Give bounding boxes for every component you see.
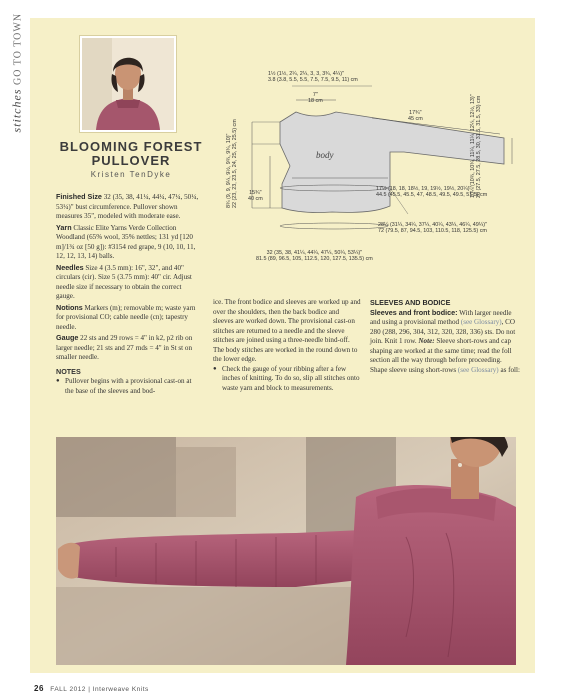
notes-column-continued xyxy=(213,298,361,393)
glossary-link-1[interactable]: (see Glossary) xyxy=(460,318,502,326)
glossary-link-2[interactable]: (see Glossary) xyxy=(457,365,499,374)
needles-text: Size 4 (3.5 mm): 16", 32", and 40" circulars (cir). Size 5 (3.75 mm): 40" cir. Adjust needle size if necessary to obtain the correct gauge. xyxy=(56,263,192,300)
garment-schematic xyxy=(212,56,532,286)
dim-sleeve-length: 17¾" 45 cm xyxy=(408,110,423,122)
sleeves-column xyxy=(370,298,520,375)
yarn-text: Classic Elite Yarns Verde Collection Woodland (65% wool, 35% nettles; 131 yd [120 m]/1¾ oz [50 g]): #3154 red grape, 9 (10, 10, 11, 12, 12, 13, 14) balls. xyxy=(56,223,196,260)
finished-size-label: Finished Size xyxy=(56,192,102,201)
gauge-text: 22 sts and 29 rows = 4" in k2, p2 rib on larger needle; 21 sts and 27 rnds = 4" in St st on smaller needle. xyxy=(56,334,193,361)
sleeves-subheading: Sleeves and front bodice: xyxy=(370,307,458,317)
sleeves-text-d: as foll: xyxy=(500,365,520,374)
notes-bullet-1-continued: ice. The front bodice and sleeves are worked up and over the shoulders, then the back bodice and sleeves are worked down. The provisional cast-on stitches are returned to a needle and the sleeve stitches are joined using a three-needle bind-off. The body stitches are worked in the round down to the lower edge. xyxy=(213,298,361,363)
sleeves-heading: SLEEVES AND BODICE xyxy=(370,298,451,307)
issue-label: FALL 2012 xyxy=(50,686,86,693)
designer-name: Kristen TenDyke xyxy=(90,170,172,179)
dim-chest: 17½ (18, 18, 18½, 19, 19½, 19½, 20¼)" 44.5 (45.5, 45.5, 47, 48.5, 49.5, 49.5, 51.5) cm xyxy=(376,186,488,198)
model-main-photo xyxy=(56,437,516,665)
dim-hem: 32 (35, 38, 41¼, 44¼, 47¼, 50¼, 53¼)" 81.5 (89, 96.5, 105, 112.5, 120, 127.5, 135.5) cm xyxy=(256,250,373,262)
section-sidebar xyxy=(4,12,30,140)
dim-top: 1½ (1½, 2¼, 2¼, 3, 3, 3¾, 4¼)" 3.8 (3.8, 5.5, 5.5, 7.5, 7.5, 9.5, 11) cm xyxy=(268,71,358,83)
notes-bullet-2: ● Check the gauge of your ribbing after a few inches of knitting. To do so, slip all stitches onto waste yarn and block to measurements. xyxy=(213,365,361,394)
page-footer: 26 FALL 2012 | Interweave Knits xyxy=(34,684,149,693)
page-number: 26 xyxy=(34,684,44,693)
dim-body-length: 15¾" 40 cm xyxy=(248,190,263,202)
notes-bullet-1: ● Pullover begins with a provisional cast-on at the base of the sleeves and bod- xyxy=(56,377,201,396)
dim-waist: 28¼ (31¼, 34¼, 37¼, 40¼, 43¼, 46¼, 49¼)" 72 (79.5, 87, 94.5, 103, 110.5, 118, 125.5) cm xyxy=(378,222,487,234)
sidebar-section: GO TO TOWN xyxy=(12,12,24,85)
dim-right-vertical: 10¼ (10¾, 10¾, 11¼, 11¼, 12¼, 12½, 13)" 26 (27.5, 27.5, 28.5, 30, 31.5, 31.5, 33) cm xyxy=(470,94,482,198)
note-label: Note: xyxy=(418,337,435,345)
section-label xyxy=(9,12,25,133)
finished-size-text: 32 (35, 38, 41¼, 44¼, 47¼, 50¼, 53¼)" bust circumference. Pullover shown measures 35", modeled with moderate ease. xyxy=(56,193,199,220)
sleeves-text-b: , CO 280 (288, 296, 304, 312, 320, 328, 336) sts. Do not join. Knit 1 row. xyxy=(370,318,516,345)
magazine-name: Interweave Knits xyxy=(92,686,149,693)
specs-column xyxy=(56,192,201,397)
needles-label: Needles xyxy=(56,262,84,272)
pattern-title: BLOOMING FOREST PULLOVER xyxy=(59,139,203,168)
gauge-label: Gauge xyxy=(56,333,79,342)
yarn-label: Yarn xyxy=(56,222,72,232)
notions-label: Notions xyxy=(56,302,83,312)
dim-neck: 7" 18 cm xyxy=(308,92,323,104)
sidebar-brand: stitches xyxy=(9,88,24,133)
model-thumbnail-photo xyxy=(80,36,176,132)
notions-text: Markers (m); removable m; waste yarn for provisional CO; cable needle (cn); tapestry needle. xyxy=(56,303,196,331)
notes-heading: NOTES xyxy=(56,366,81,376)
sleeves-text-a: With larger needle and using a provisional method xyxy=(370,308,512,326)
dim-left-vertical: 8¾ (9, 9, 9¼, 9½, 9¾, 9¾, 10)" 22 (23, 23, 23.5, 24, 25, 25, 25.5) cm xyxy=(226,119,238,208)
schematic-body-label: body xyxy=(316,150,334,160)
sleeves-text-c: Sleeve short-rows and cap shaping are worked at the same time; read the foll section all the way through before proceeding. Shape sleeve using short-rows xyxy=(370,337,512,374)
